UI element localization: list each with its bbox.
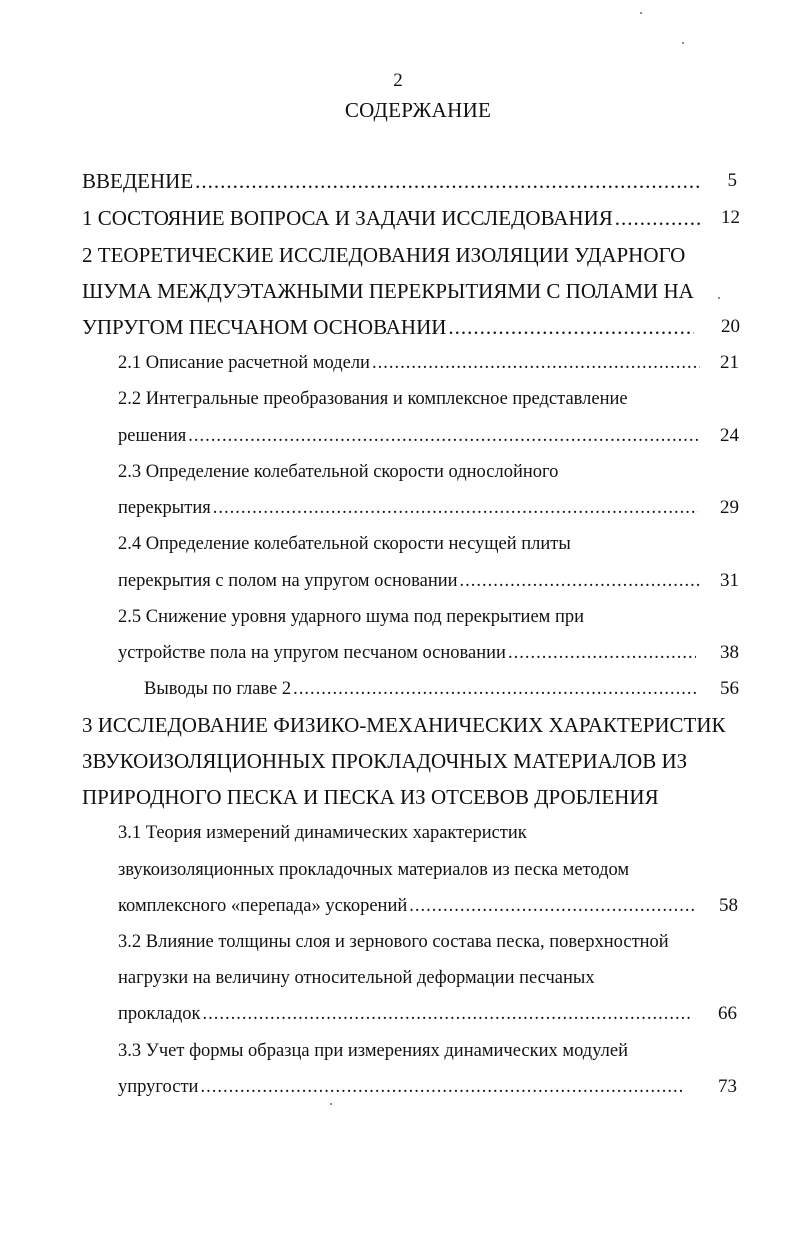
toc-page-number: 20 (721, 316, 740, 337)
toc-entry-section-3-2-line1[interactable]: 3.2 Влияние толщины слоя и зернового состава песка, поверхностной (118, 932, 669, 952)
dot-leader (195, 166, 700, 196)
toc-entry-section-3-3[interactable] (118, 1072, 684, 1102)
toc-entry-text: устройстве пола на упругом песчаном основании (118, 643, 506, 663)
toc-entry-section-2-3[interactable] (118, 493, 698, 523)
toc-entry-text: комплексного «перепада» ускорений (118, 896, 408, 916)
toc-entry-text: ВВЕДЕНИЕ (82, 169, 194, 193)
page-number: 2 (393, 70, 403, 91)
toc-entry-section-2-3-line1[interactable]: 2.3 Определение колебательной скорости однослойного (118, 462, 559, 482)
toc-page-number: 31 (720, 570, 739, 591)
toc-entry-text: упругости (118, 1077, 199, 1097)
dot-leader (202, 999, 692, 1029)
toc-page-number: 38 (720, 642, 739, 663)
toc-entry-section-2-4-line1[interactable]: 2.4 Определение колебательной скорости несущей плиты (118, 534, 571, 554)
toc-page-number: 58 (719, 895, 738, 916)
dot-leader (372, 348, 700, 378)
scan-speck (330, 1103, 332, 1105)
toc-page-number: 21 (720, 352, 739, 373)
toc-entry-conclusions-ch2[interactable] (144, 674, 696, 704)
dot-leader (508, 638, 696, 668)
toc-entry-chapter-3-line1[interactable]: 3 ИССЛЕДОВАНИЕ ФИЗИКО-МЕХАНИЧЕСКИХ ХАРАКТЕРИСТИК (82, 713, 726, 737)
dot-leader (200, 1072, 684, 1102)
toc-entry-chapter-1[interactable] (82, 203, 700, 233)
toc-entry-text: перекрытия с полом на упругом основании (118, 571, 458, 591)
toc-entry-section-3-1-line2[interactable]: звукоизоляционных прокладочных материалов из песка методом (118, 860, 630, 880)
toc-page-number: 24 (720, 425, 739, 446)
toc-page-number: 12 (721, 207, 740, 228)
toc-entry-section-3-2-line2[interactable]: нагрузки на величину относительной деформации песчаных (118, 968, 595, 988)
toc-page-number: 29 (720, 497, 739, 518)
toc-entry-text: прокладок (118, 1004, 201, 1024)
dot-leader (448, 312, 694, 342)
toc-entry-section-3-1[interactable] (118, 891, 696, 921)
toc-page-number: 73 (718, 1076, 737, 1097)
toc-page-number: 56 (720, 678, 739, 699)
scan-speck (640, 12, 642, 14)
toc-entry-chapter-2-line1[interactable]: 2 ТЕОРЕТИЧЕСКИЕ ИССЛЕДОВАНИЯ ИЗОЛЯЦИИ УДАРНОГО (82, 243, 686, 267)
toc-entry-section-2-5-line1[interactable]: 2.5 Снижение уровня ударного шума под перекрытием при (118, 607, 585, 627)
toc-page-number: 5 (727, 170, 737, 191)
toc-entry-text: УПРУГОМ ПЕСЧАНОМ ОСНОВАНИИ (82, 315, 447, 339)
toc-entry-text: 1 СОСТОЯНИЕ ВОПРОСА И ЗАДАЧИ ИССЛЕДОВАНИЯ (82, 206, 613, 230)
toc-entry-section-3-3-line1[interactable]: 3.3 Учет формы образца при измерениях динамических модулей (118, 1041, 628, 1061)
toc-entry-chapter-2-line2[interactable]: ШУМА МЕЖДУЭТАЖНЫМИ ПЕРЕКРЫТИЯМИ С ПОЛАМИ НА (82, 279, 694, 303)
toc-entry-section-2-2-line1[interactable]: 2.2 Интегральные преобразования и комплексное представление (118, 389, 628, 409)
dot-leader (213, 493, 698, 523)
toc-entry-section-3-1-line1[interactable]: 3.1 Теория измерений динамических характеристик (118, 823, 527, 843)
toc-entry-chapter-3-line3[interactable]: ПРИРОДНОГО ПЕСКА И ПЕСКА ИЗ ОТСЕВОВ ДРОБЛЕНИЯ (82, 785, 659, 809)
dot-leader (615, 203, 700, 233)
toc-entry-section-2-2[interactable] (118, 421, 700, 451)
toc-entry-chapter-3-line2[interactable]: ЗВУКОИЗОЛЯЦИОННЫХ ПРОКЛАДОЧНЫХ МАТЕРИАЛОВ ИЗ (82, 749, 688, 773)
dot-leader (460, 566, 700, 596)
page-title: СОДЕРЖАНИЕ (344, 98, 492, 122)
toc-entry-text: 2.1 Описание расчетной модели (118, 353, 370, 373)
scan-speck (718, 297, 720, 299)
toc-entry-intro[interactable] (82, 166, 700, 196)
toc-entry-text: решения (118, 426, 187, 446)
toc-entry-chapter-2[interactable] (82, 312, 694, 342)
dot-leader (188, 421, 700, 451)
toc-entry-section-2-5[interactable] (118, 638, 696, 668)
toc-entry-text: Выводы по главе 2 (144, 679, 292, 699)
toc-entry-section-2-1[interactable] (118, 348, 700, 378)
dot-leader (293, 674, 696, 704)
dot-leader (409, 891, 696, 921)
toc-entry-section-3-2[interactable] (118, 999, 692, 1029)
toc-entry-text: перекрытия (118, 498, 211, 518)
toc-page-number: 66 (718, 1003, 737, 1024)
scan-speck (682, 42, 684, 44)
toc-entry-section-2-4[interactable] (118, 566, 700, 596)
